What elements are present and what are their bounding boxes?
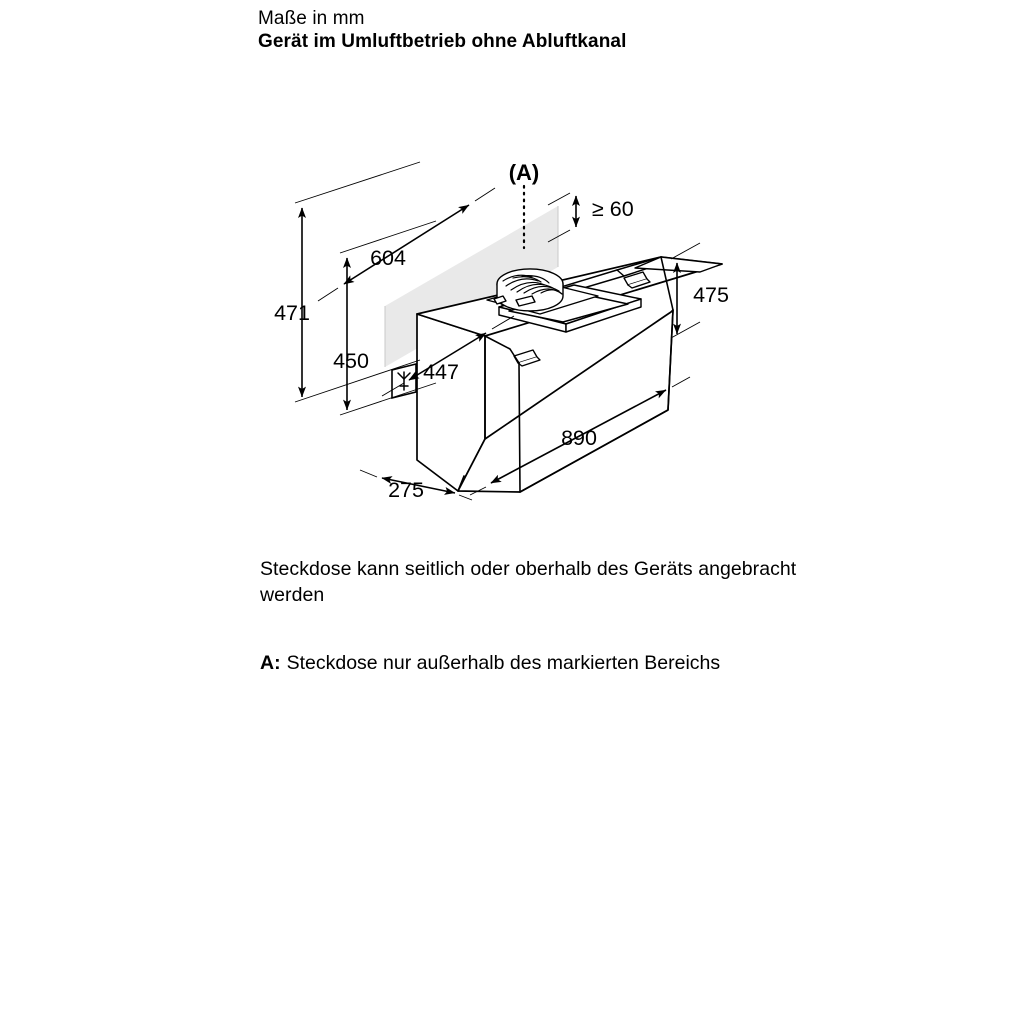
note-A-label: A: [260, 652, 281, 674]
dimension-label-890: 890 [561, 426, 597, 450]
dimension-label-604: 604 [370, 246, 406, 270]
note-A [260, 651, 820, 677]
page-title: Gerät im Umluftbetrieb ohne Abluftkanal [258, 31, 627, 52]
socket-symbol-icon [392, 364, 416, 398]
dimension-label-471: 471 [274, 301, 310, 325]
dimension-label-447: 447 [423, 360, 459, 384]
callout-label-A: (A) [508, 160, 540, 185]
dimension-label-275: 275 [388, 478, 424, 502]
note-socket-placement-text: Steckdose kann seitlich oder oberhalb des Geräts angebracht werden [260, 558, 797, 606]
units-label: Maße in mm [258, 8, 365, 29]
note-A-text: Steckdose nur außerhalb des markierten Bereichs [286, 652, 721, 674]
dimension-label-450: 450 [333, 349, 369, 373]
note-socket-placement [260, 557, 820, 608]
dimension-label-475: 475 [693, 283, 729, 307]
dimension-label-ge60: ≥ 60 [592, 197, 634, 221]
